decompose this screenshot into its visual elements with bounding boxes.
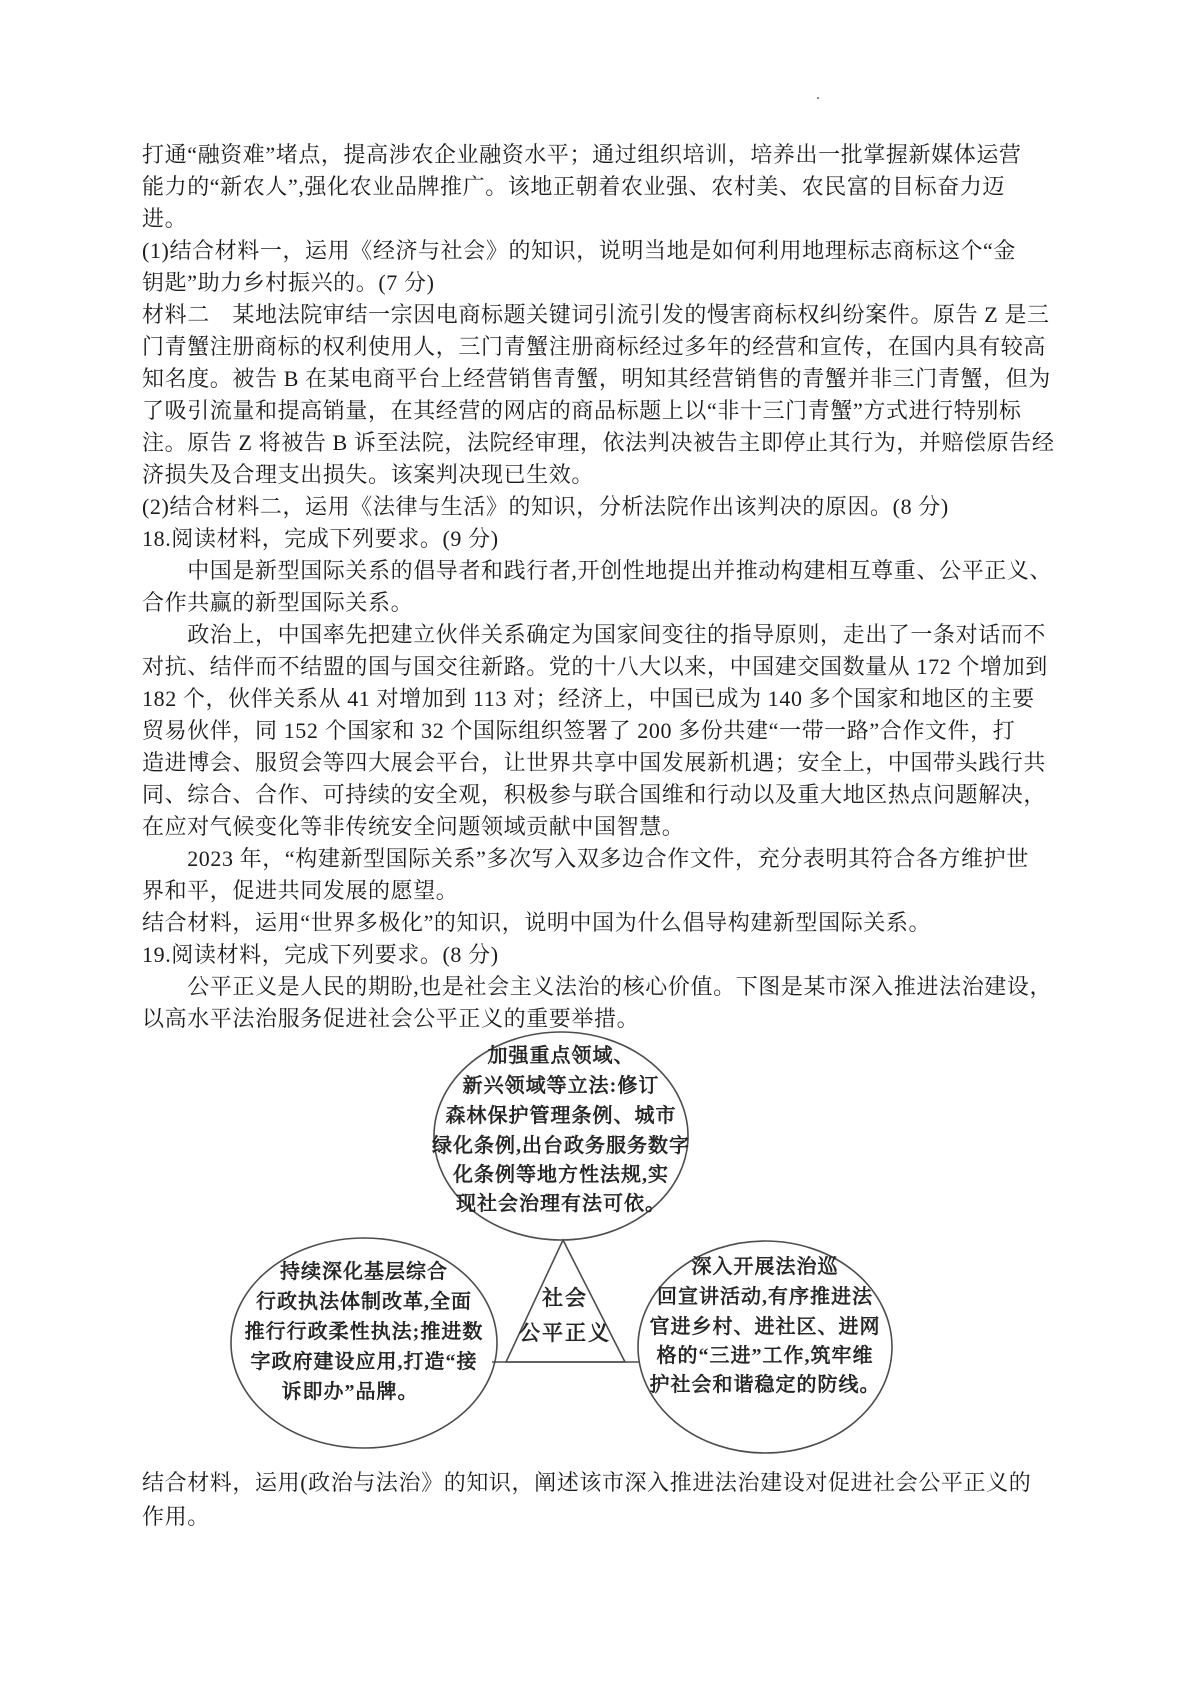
- center-triangle-label: 社会: [542, 1286, 588, 1310]
- text-line: 18.阅读材料，完成下列要求。(9 分): [142, 526, 499, 551]
- text-line: 门青蟹注册商标的权利使用人，三门青蟹注册商标经过多年的经营和宣传，在国内具有较高: [142, 334, 1047, 359]
- left-ellipse-text-line: 持续深化基层综合: [280, 1261, 448, 1283]
- text-line: 贸易伙伴，同 152 个国家和 32 个国际组织签署了 200 多份共建“一带一路”合作文件，打: [142, 718, 1016, 743]
- text-line: 进。: [142, 206, 188, 231]
- text-line: 以高水平法治服务促进社会公平正义的重要举措。: [142, 1006, 640, 1031]
- stray-ink-dot: .: [816, 86, 820, 103]
- text-line: 钥匙”助力乡村振兴的。(7 分): [142, 270, 435, 295]
- right-ellipse-text-line: 护社会和谐稳定的防线。: [649, 1374, 881, 1396]
- top-ellipse-text-line: 新兴领域等立法:修订: [462, 1075, 660, 1097]
- text-line: 能力的“新农人”,强化农业品牌推广。该地正朝着农业强、农村美、农民富的目标奋力迈: [142, 174, 1006, 199]
- top-ellipse-text-line: 加强重点领域、: [487, 1045, 635, 1067]
- text-line: 公平正义是人民的期盼,也是社会主义法治的核心价值。下图是某市深入推进法治建设，: [142, 974, 1053, 999]
- top-ellipse-text-line: 现社会治理有法可依。: [456, 1193, 666, 1215]
- text-line: 政治上，中国率先把建立伙伴关系确定为国家间变往的指导原则，走出了一条对话而不: [142, 622, 1047, 647]
- text-line: (2)结合材料二，运用《法律与生活》的知识，分析法院作出该判决的原因。(8 分): [142, 494, 949, 519]
- right-ellipse-text-line: 格的“三进”工作,筑牢维: [656, 1345, 874, 1367]
- text-line: 2023 年，“构建新型国际关系”多次写入双多边合作文件，充分表明其符合各方维护世: [142, 846, 1029, 871]
- text-line: 打通“融资难”堵点，提高涉农企业融资水平；通过组织培训，培养出一批掌握新媒体运营: [142, 142, 1022, 167]
- text-line: 界和平，促进共同发展的愿望。: [142, 878, 459, 903]
- text-line: 在应对气候变化等非传统安全问题领域贡献中国智慧。: [142, 814, 685, 839]
- right-ellipse-text-line: 回宣讲活动,有序推进法: [657, 1286, 873, 1308]
- text-line: 182 个，伙伴关系从 41 对增加到 113 对；经济上，中国已成为 140 多个国家和地区的主要: [142, 686, 1035, 711]
- left-ellipse-text-line: 字政府建设应用,打造“接: [250, 1351, 478, 1373]
- left-ellipse-text-line: 诉即办”品牌。: [281, 1381, 419, 1403]
- text-line: 材料二 某地法院审结一宗因电商标题关键词引流引发的慢害商标权纠纷案件。原告 Z 是三: [142, 302, 1050, 327]
- text-line: 知名度。被告 B 在某电商平台上经营销售青蟹，明知其经营销售的青蟹并非三门青蟹，但为: [142, 366, 1051, 391]
- text-line: 结合材料，运用“世界多极化”的知识，说明中国为什么倡导构建新型国际关系。: [142, 910, 932, 935]
- closing-paragraph: [142, 1466, 1072, 1534]
- text-line: 结合材料，运用(政治与法治》的知识，阐述该市深入推进法治建设对促进社会公平正义的: [142, 1470, 1032, 1495]
- left-ellipse-text-line: 推行行政柔性执法;推进数: [244, 1321, 484, 1343]
- center-triangle-label: 公平正义: [519, 1321, 611, 1345]
- text-line: 注。原告 Z 将被告 B 诉至法院，法院经审理，依法判决被告主即停止其行为，并赔偿原告经: [142, 430, 1055, 455]
- text-line: 对抗、结伴而不结盟的国与国交往新路。党的十八大以来，中国建交国数量从 172 个增加到: [142, 654, 1048, 679]
- right-ellipse-text-line: 深入开展法治巡: [691, 1256, 839, 1278]
- right-ellipse-text-line: 官进乡村、进社区、进网: [649, 1316, 881, 1338]
- top-ellipse-text-line: 绿化条例,出台政务服务数字: [432, 1135, 690, 1157]
- text-line: 作用。: [142, 1504, 210, 1529]
- text-line: 造进博会、服贸会等四大展会平台，让世界共享中国发展新机遇；安全上，中国带头践行共: [142, 750, 1047, 775]
- top-ellipse-text-line: 森林保护管理条例、城市: [445, 1105, 677, 1127]
- text-line: 了吸引流量和提高销量，在其经营的网店的商品标题上以“非十三门青蟹”方式进行特别标: [142, 398, 1022, 423]
- left-ellipse-text-line: 行政执法体制改革,全面: [256, 1291, 472, 1313]
- top-ellipse-text-line: 化条例等地方性法规,实: [453, 1164, 669, 1186]
- text-line: (1)结合材料一，运用《经济与社会》的知识，说明当地是如何利用地理标志商标这个“金: [142, 238, 1017, 263]
- text-line: 同、综合、合作、可持续的安全观，积极参与联合国维和行动以及重大地区热点问题解决，: [142, 782, 1047, 807]
- text-line: 济损失及合理支出损失。该案判决现已生效。: [142, 462, 595, 487]
- text-line: 中国是新型国际关系的倡导者和践行者,开创性地提出并推动构建相互尊重、公平正义、: [142, 558, 1053, 583]
- text-line: 合作共赢的新型国际关系。: [142, 590, 414, 615]
- text-line: 19.阅读材料，完成下列要求。(8 分): [142, 942, 499, 967]
